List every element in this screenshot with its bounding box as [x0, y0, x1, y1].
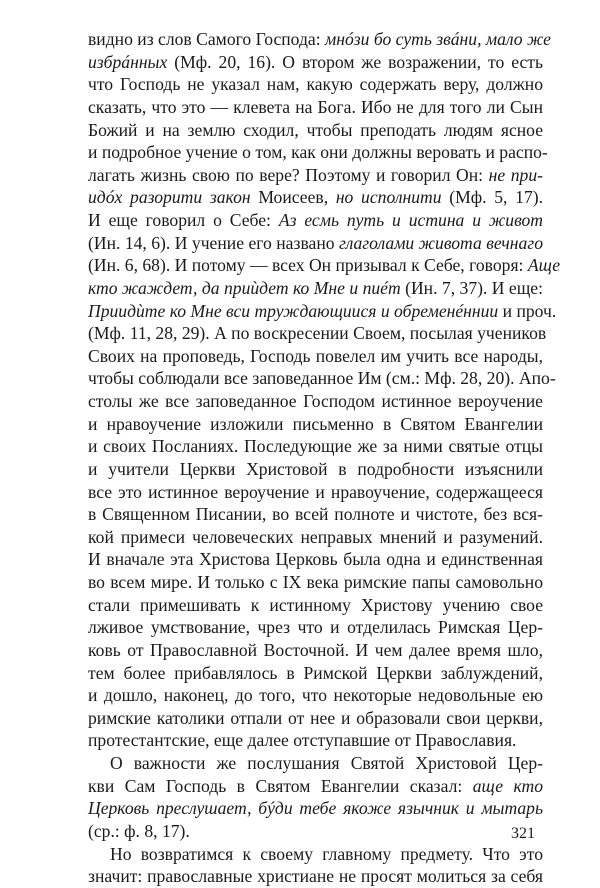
text-segment: (Мф. 5, 17).: [441, 187, 544, 208]
text-line: [88, 594, 543, 617]
text-segment: и своих Посланиях. Последующие же за ними святые отцы: [88, 436, 543, 457]
text-line: [88, 639, 543, 662]
text-segment: (Ин. 14, 6). И учение его названо: [88, 232, 339, 253]
text-segment: Но возвратимся к своему главному предмету. Что это: [110, 843, 543, 864]
italic-quote-segment: идóх разорити закон: [88, 187, 251, 208]
text-segment: кви Сам Господь в Святом Евангелии сказал:: [88, 775, 473, 796]
text-segment: ковь от Православной Восточной. И чем далее время шло,: [88, 639, 543, 660]
text-line: [88, 797, 543, 820]
text-segment: значит: православные христиане не просят молиться за себя: [88, 866, 543, 887]
text-line: [88, 277, 543, 300]
text-segment: лагать жизнь свою по вере? Поэтому и говорил Он:: [88, 164, 489, 185]
text-segment: (Мф. 11, 28, 29). А по воскресении Своем, посылая учеников: [88, 323, 547, 344]
text-line: [88, 616, 543, 639]
text-segment: стали примешивать к истинному Христову учению свое: [88, 594, 543, 615]
italic-quote-segment: избрáнных: [88, 51, 168, 72]
text-line: [88, 548, 543, 571]
text-segment: столы же все заповеданное Господом истинное вероучение: [88, 391, 543, 411]
text-line: [88, 367, 556, 390]
text-line: [88, 684, 543, 707]
text-line: [88, 73, 543, 96]
text-segment: видно из слов Самого Господа:: [88, 29, 326, 49]
text-line: [88, 435, 543, 458]
text-line: [88, 729, 543, 752]
italic-quote-segment: кто жаждет, да приѝдет ко Мне и пиéт: [88, 277, 401, 298]
text-segment: римские католики отпали от нее и образовали свои церкви,: [88, 707, 543, 728]
text-segment: все это истинное вероучение и нравоучение, содержащееся: [88, 481, 543, 502]
italic-quote-segment: не при-: [488, 164, 543, 185]
text-segment: (Ин. 6, 68). И потому — всех Он призывал к Себе, говоря:: [88, 255, 528, 276]
text-line: [88, 28, 551, 51]
italic-quote-segment: Приидѝте ко Мне вси труждающиися и обременéннии: [88, 300, 499, 321]
text-line: [88, 707, 543, 730]
text-line: [88, 413, 543, 436]
text-segment: протестантские, еще далее отступавшие от Православия.: [88, 730, 517, 751]
text-segment: и учители Церкви Христовой в подробности изъяснили: [88, 458, 543, 479]
italic-quote-segment: аще кто: [472, 775, 543, 796]
page-body: [88, 28, 561, 888]
text-line: [88, 820, 543, 843]
text-segment: (Ин. 7, 37). И еще:: [400, 277, 543, 298]
text-line: [88, 526, 543, 549]
text-segment: (ср.: ф. 8, 17).: [88, 820, 190, 841]
text-segment: И вначале эта Христова Церковь была одна и единственная: [88, 549, 543, 570]
text-line: [88, 775, 543, 798]
text-segment: тем более прибавлялось в Римской Церкви заблуждений,: [88, 662, 543, 683]
text-line: [88, 254, 561, 277]
italic-quote-segment: глаголами живота вечнаго: [338, 232, 543, 253]
text-line: [88, 232, 543, 255]
text-line: [88, 843, 543, 866]
text-line: [88, 571, 543, 594]
text-segment: чтобы соблюдали все заповеданное Им (см.: Мф. 28, 20). Апо-: [88, 368, 556, 389]
text-segment: в Священном Писании, во всей полноте и чистоте, без вся-: [88, 504, 543, 525]
text-segment: во всем мире. И только с IX века римские папы самовольно: [88, 572, 543, 592]
text-segment: и нравоучение изложили письменно в Святом Евангелии: [88, 413, 543, 434]
text-line: [88, 481, 543, 504]
text-segment: О важности же послушания Святой Христовой Цер-: [110, 753, 543, 773]
text-segment: Моисеев,: [250, 187, 336, 208]
text-line: [88, 322, 547, 345]
text-segment: и дошло, наконец, до того, что некоторые недовольные ею: [88, 685, 543, 706]
text-segment: Божий и на землю сходил, чтобы преподать людям ясное: [88, 119, 543, 140]
text-line: [88, 345, 543, 368]
text-line: [88, 164, 543, 187]
text-line: [88, 865, 543, 888]
text-segment: и подробное учение о том, как они должны веровать и распо-: [88, 142, 548, 163]
text-segment: Своих на проповедь, Господь повелел им учить все народы,: [88, 345, 543, 366]
text-line: [88, 662, 543, 685]
text-segment: (Мф. 20, 16). О втором же возражении, то есть: [167, 51, 543, 72]
text-segment: лживое умствование, чрез что и отделилась Римская Цер-: [88, 617, 543, 638]
text-line: [88, 119, 543, 142]
text-line: [88, 458, 543, 481]
text-line: [88, 503, 543, 526]
text-segment: кой примеси человеческих неправых мнений и разумений.: [88, 526, 543, 547]
text-line: [88, 752, 543, 775]
text-line: [88, 209, 543, 232]
text-line: [88, 51, 543, 74]
text-line: [88, 96, 543, 119]
italic-quote-segment: мнóзи бо суть звáни, мало же: [325, 29, 551, 49]
italic-quote-segment: Церковь преслушает, бýди тебе якоже язычник и мытарь: [88, 798, 543, 819]
text-line: [88, 390, 543, 413]
italic-quote-segment: но исполнити: [335, 187, 442, 208]
text-segment: И еще говорил о Себе:: [88, 210, 279, 230]
text-segment: сказать, что это — клевета на Бога. Ибо не для того ли Сын: [88, 96, 543, 117]
text-line: [88, 186, 543, 209]
text-line: [88, 300, 557, 323]
italic-quote-segment: Аще: [527, 255, 561, 276]
page-number: 321: [511, 825, 535, 842]
text-line: [88, 141, 548, 164]
text-segment: и проч.: [498, 300, 557, 321]
text-segment: что Господь не указал нам, какую содержать веру, должно: [88, 74, 543, 95]
italic-quote-segment: Аз есмь путь и истина и живот: [278, 210, 543, 230]
